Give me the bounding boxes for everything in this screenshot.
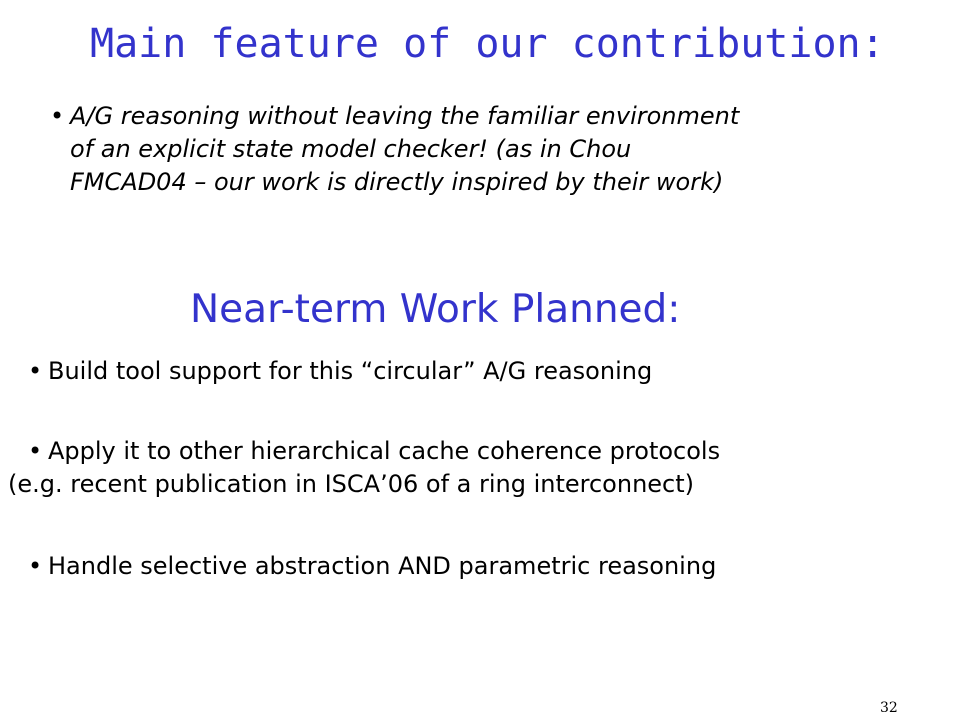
bullet-line: [28, 435, 720, 468]
main-feature-heading: Main feature of our contribution:: [90, 21, 885, 67]
bullet-line: [28, 355, 652, 388]
bullet-line: FMCAD04 – our work is directly inspired by their work): [70, 168, 724, 196]
planned-bullet-tool-support: [28, 355, 652, 388]
bullet-line: of an explicit state model checker! (as in Chou: [70, 135, 632, 163]
bullet-text: Apply it to other hierarchical cache coherence protocols: [48, 437, 721, 465]
bullet-text: A/G reasoning without leaving the familiar environment: [70, 102, 740, 130]
bullet-dot: •: [28, 437, 43, 465]
bullet-dot: •: [28, 552, 43, 580]
bullet-text: Build tool support for this “circular” A/G reasoning: [48, 357, 653, 385]
bullet-text: Handle selective abstraction AND parametric reasoning: [48, 552, 717, 580]
contribution-bullet: [50, 100, 739, 199]
planned-bullet-abstraction: [28, 550, 716, 583]
bullet-line: [50, 100, 739, 133]
planned-bullet-other-protocols: [8, 435, 721, 501]
slide-number: 32: [880, 700, 898, 716]
bullet-line: [28, 550, 716, 583]
bullet-dot: •: [28, 357, 43, 385]
bullet-dot: •: [50, 102, 65, 130]
bullet-line: (e.g. recent publication in ISCA’06 of a ring interconnect): [8, 470, 695, 498]
near-term-heading: Near-term Work Planned:: [190, 287, 681, 332]
